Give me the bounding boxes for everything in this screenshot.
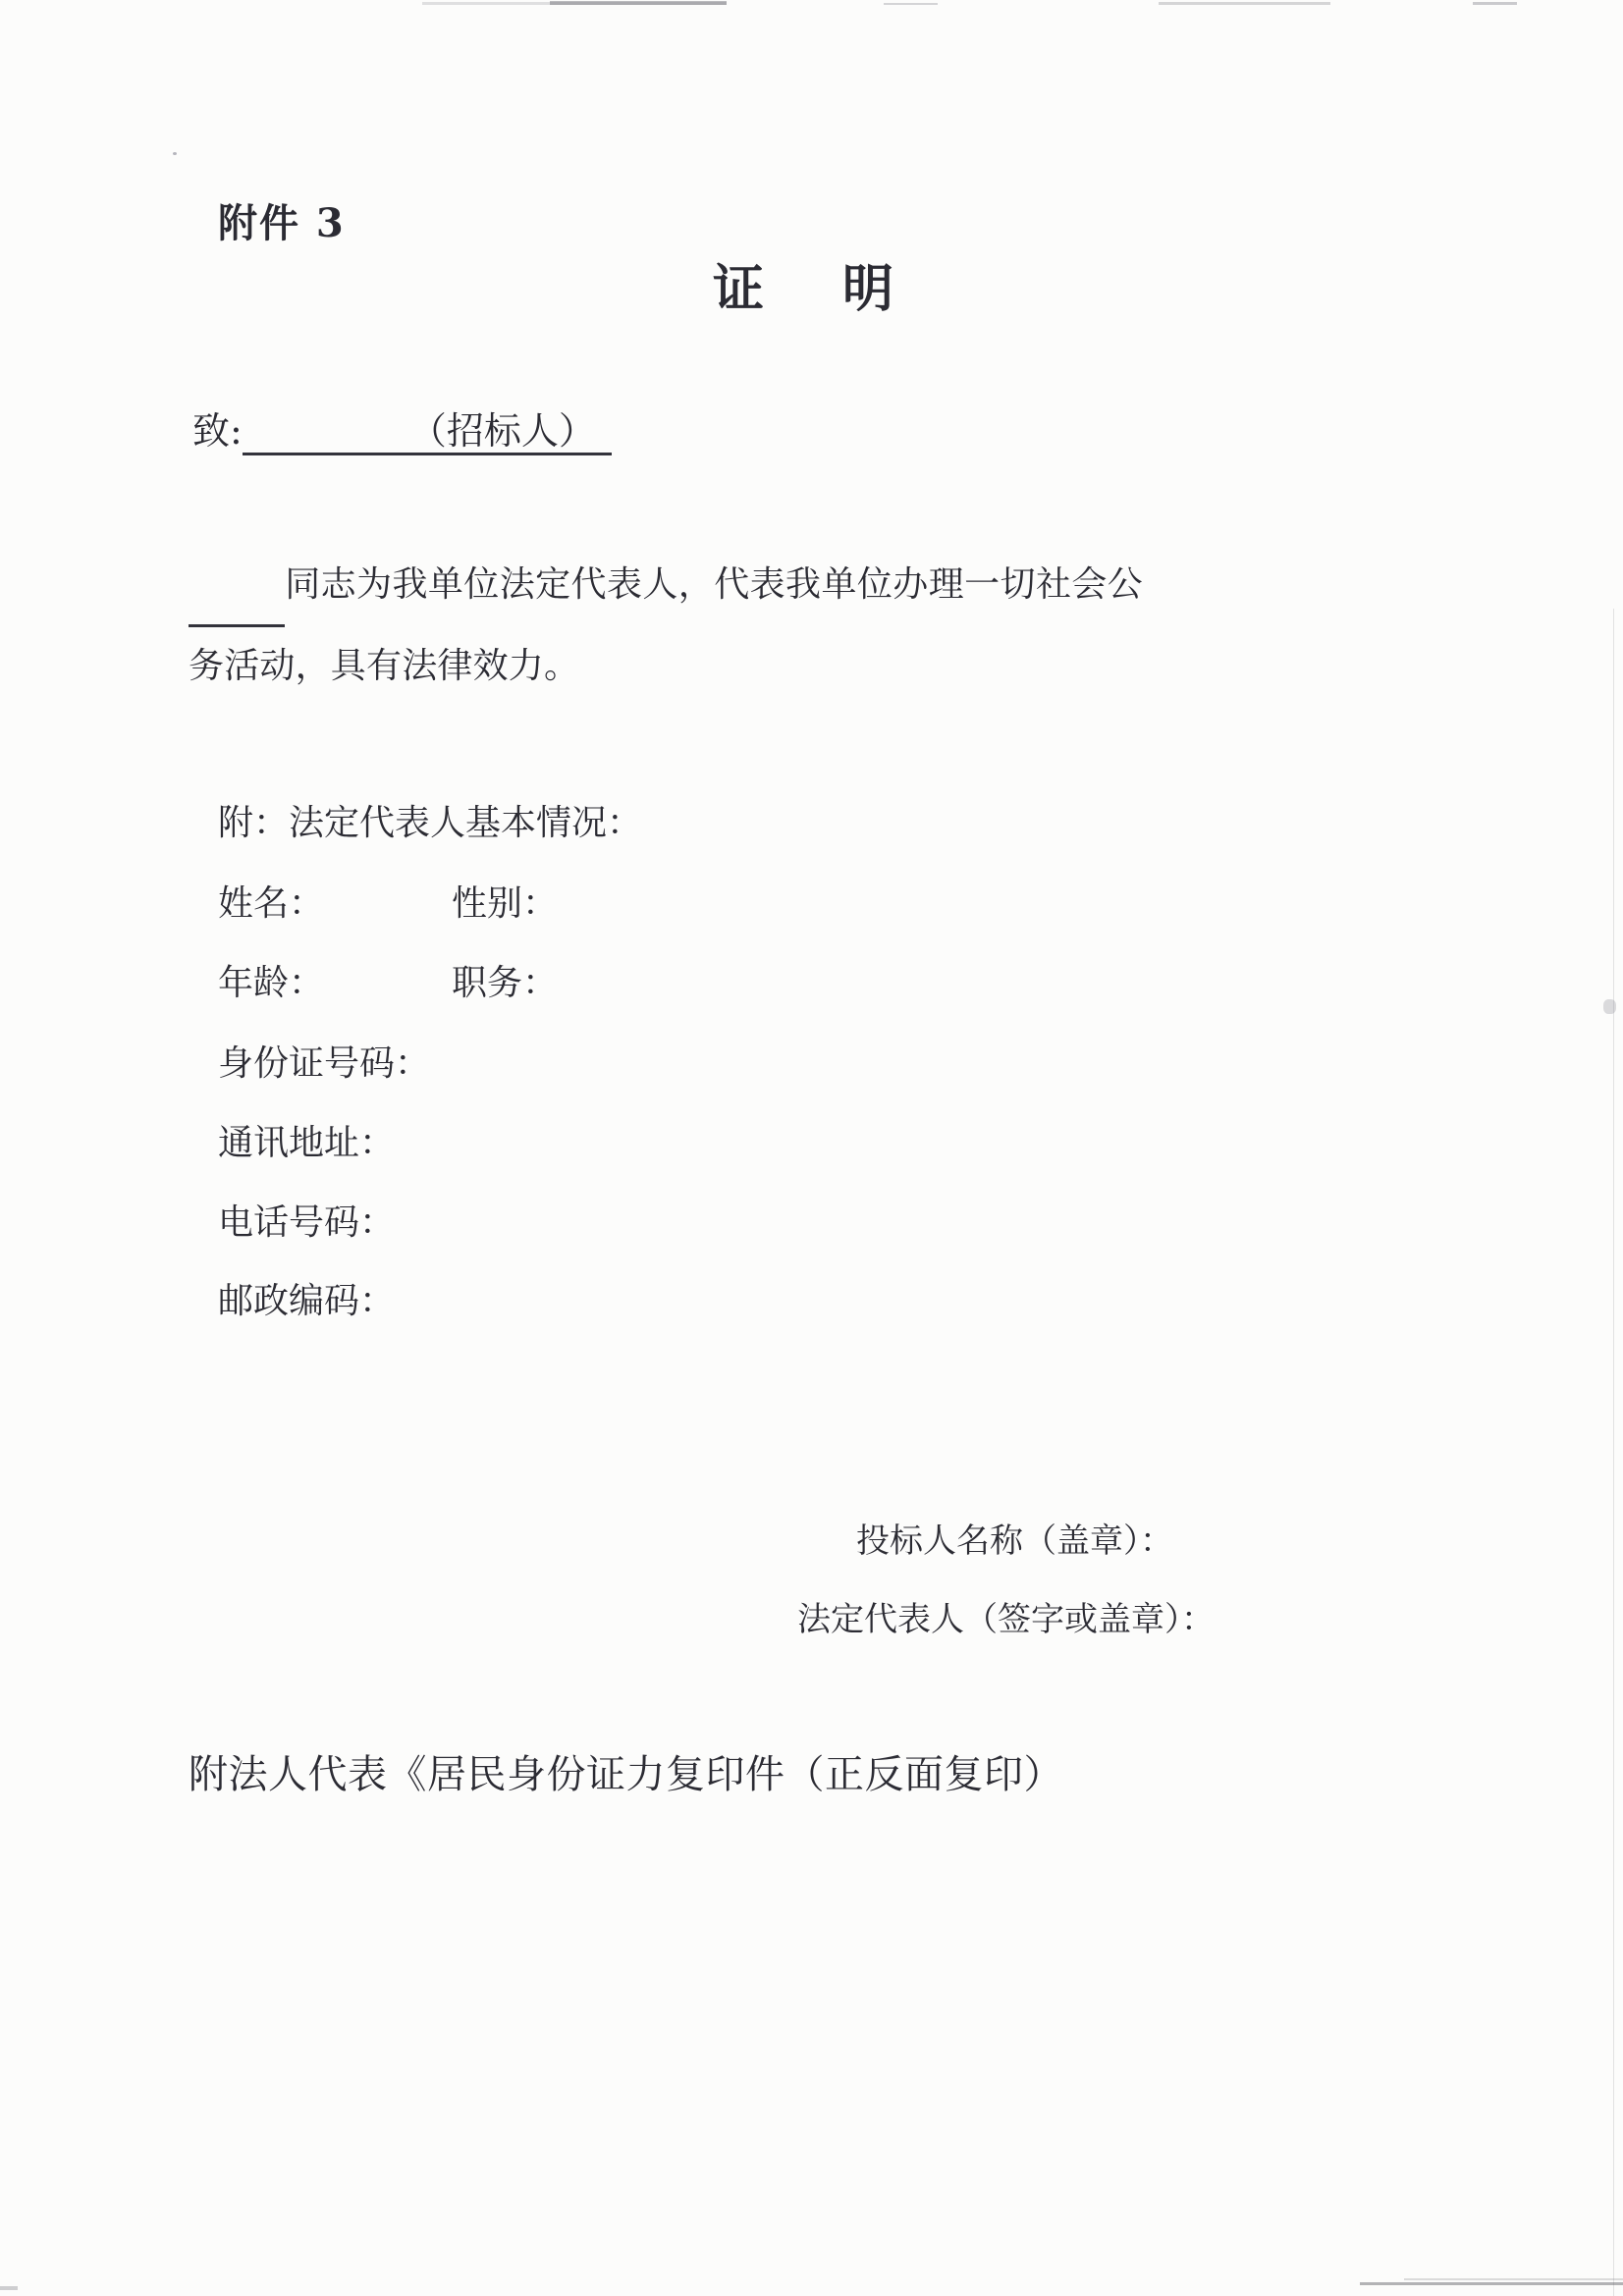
scan-artifact-top-smudge: [550, 1, 727, 5]
info-row-postcode: [218, 1273, 905, 1323]
name-field-label: 姓名：: [218, 883, 325, 924]
postcode-field-label: 邮政编码：: [218, 1281, 396, 1321]
addressee-label: 致:: [192, 409, 243, 453]
scan-artifact-right-page-edge: [1613, 609, 1614, 2296]
age-field-label: 年龄：: [218, 963, 325, 1003]
addressee-blank-tail: [596, 409, 612, 455]
scan-artifact-top-smudge: [1159, 2, 1330, 5]
scan-artifact-bottom-page-edge: [1404, 2278, 1623, 2280]
info-row-phone: [218, 1195, 905, 1245]
attachment-number-label: 附件 3: [218, 200, 346, 246]
id-copy-footnote: 附法人代表《居民身份证力复印件（正反面复印）: [189, 1752, 1063, 1797]
id-number-field-label: 身份证号码：: [218, 1043, 431, 1084]
gender-field-label: 性别：: [452, 883, 559, 924]
certificate-body-paragraph: [189, 546, 1143, 706]
info-row-id-number: [218, 1036, 905, 1086]
representative-name-blank-field: [189, 546, 285, 627]
addressee-blank-field: [243, 409, 409, 455]
address-field-label: 通讯地址：: [218, 1123, 396, 1163]
scan-artifact-bottom-page-edge: [1360, 2282, 1623, 2285]
scan-artifact-top-smudge: [422, 2, 727, 5]
bidder-seal-signature-line: 投标人名称（盖章）：: [856, 1522, 1173, 1561]
addressee-bracket-label: （招标人）: [409, 409, 596, 455]
info-row-name-gender: [218, 876, 905, 926]
position-field-label: 职务：: [452, 963, 559, 1003]
info-row-address: [218, 1115, 905, 1165]
basic-info-heading: 附：法定代表人基本情况：: [218, 803, 643, 843]
scan-artifact-top-smudge: [1473, 2, 1517, 5]
legal-representative-signature-line: 法定代表人（签字或盖章）：: [797, 1600, 1215, 1639]
certificate-body-text: 同志为我单位法定代表人，代表我单位办理一切社会公务活动，具有法律效力。: [189, 564, 1143, 686]
info-row-age-position: [218, 955, 905, 1005]
scan-artifact-edge-smudge: [1603, 999, 1616, 1014]
phone-field-label: 电话号码：: [218, 1202, 396, 1243]
scan-artifact-speck: [173, 152, 177, 155]
addressee-line: [192, 400, 612, 455]
scan-artifact-corner-mark: [0, 2286, 18, 2290]
document-title: 证 明: [713, 259, 908, 319]
scan-artifact-top-smudge: [884, 3, 938, 5]
